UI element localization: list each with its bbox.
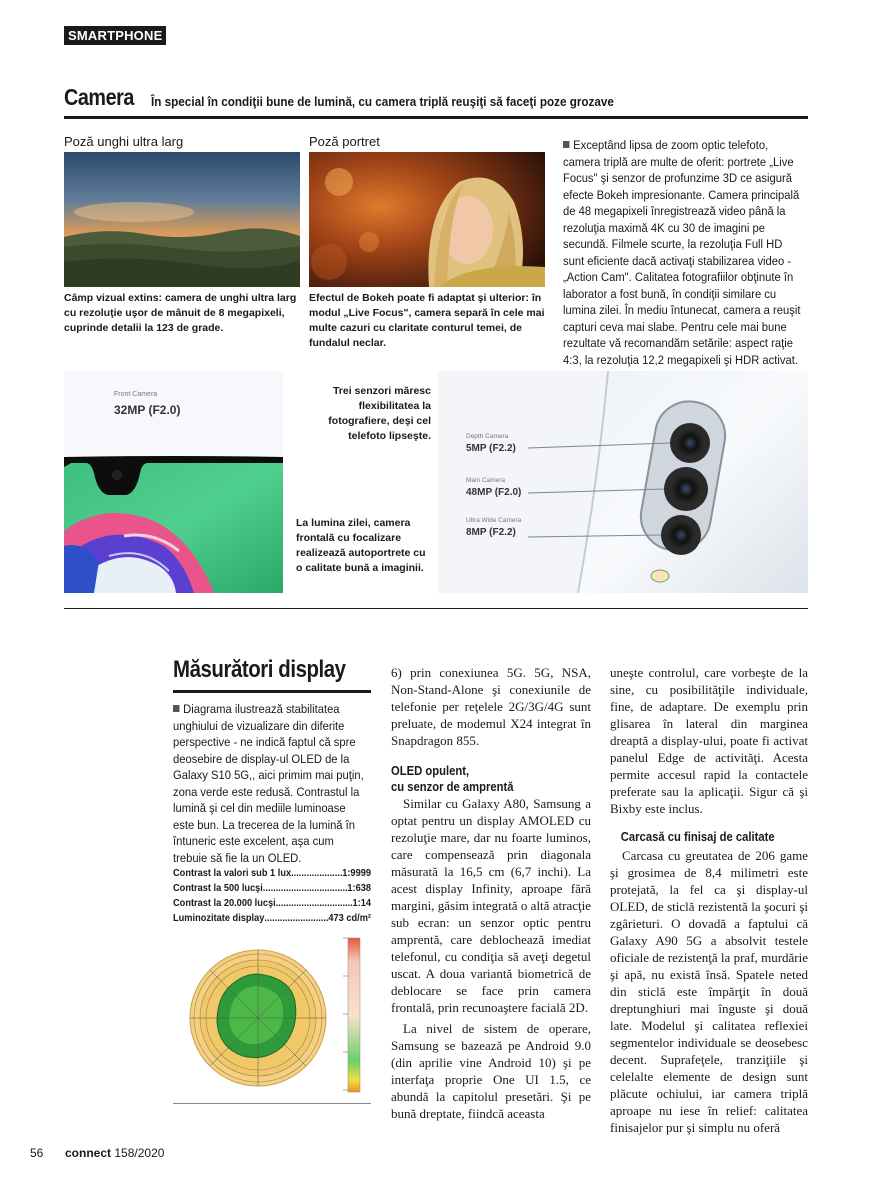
page-number: 56 (30, 1146, 44, 1160)
header-rule (64, 116, 808, 119)
wide-photo-label: Poză unghi ultra larg (64, 134, 184, 149)
main-camera-label: Main Camera (466, 477, 506, 484)
portrait-photo-label: Poză portret (309, 134, 380, 149)
spec-row: Luminozitate display ..... 473 cd/m² (173, 911, 371, 926)
display-intro-text: Diagrama ilustrează stabilitatea unghiului de vizualizare din diferite perspective - ne indică faptul că spre deosebire de display-ul OLED de la Galaxy S10 5G,, aici primim mai puţin, zona verde este redusă. Contrastul la lumină şi cel din mediile luminoase este bun. La trecerea de la lumină în întuneric este excelent, aşa cum trebuie să fie la un OLED. (173, 702, 364, 865)
front-camera-spec: 32MP (F2.0) (114, 403, 181, 417)
ultra-wide-camera-spec: 8MP (F2.2) (466, 527, 516, 538)
portrait-photo-caption: Efectul de Bokeh poate fi adaptat şi ulterior: în modul „Live Focus", camera separă în cele mai multe cazuri cu claritate conturul temei, de fundalul neclar. (309, 292, 545, 349)
rear-camera-phone-image (438, 371, 808, 593)
subheading-fingerprint: cu senzor de amprentă (391, 780, 514, 794)
article-paragraph: La nivel de sistem de operare, Samsung se bazează pe Android 9.0 (din aprilie vine Android 10) şi pe interfaţa proprie One UI 1.5, ce abundă la capitolul presetări. Şi pe bună dreptate, fiindcă aceasta (391, 1021, 591, 1121)
ultra-wide-camera-label: Ultra Wide Camera (466, 517, 522, 524)
main-camera-spec: 48MP (F2.0) (466, 487, 522, 498)
camera-body-text: Exceptând lipsa de zoom optic telefoto, camera triplă are multe de oferit: portrete „Live Focus" şi senzor de profunzime 3D ce asigură efecte Bokeh impresionante. Camera principală de 48 megapixeli înregistrează video până la rezoluţia maximă 4K cu 30 de imagini pe secundă. Filmele scurte, la rezoluţia Full HD sunt eficiente dacă activaţi stabilizarea video - „Action Cam". Calitatea fotografiilor obţinute în laborator a fost bună, în condiţii similare cu lumina zilei. În mediu întunecat, camera a reuşit capturi ceva mai slabe. Pentru cele mai bune rezultate vă recomandăm setările: aspect raţie 4:3, la rezoluţia 12,2 megapixeli şi HDR activat. (563, 138, 801, 367)
display-spec-list (173, 866, 398, 926)
camera-subtitle: În special în condiţii bune de lumină, cu camera triplă reuşiţi să faceţi poze grozave (151, 94, 614, 109)
triple-camera-caption: Trei senzori măresc flexibilitatea la fotografiere, deşi cel telefoto lipseşte. (328, 385, 431, 442)
article-column-3 (610, 664, 808, 1136)
display-measurements-title: Măsurători display (173, 656, 346, 683)
spec-row: Contrast la valori sub 1 lux ..... 1:9999 (173, 866, 371, 881)
ultra-wide-sample-photo (64, 152, 300, 287)
article-column-2 (391, 664, 591, 1122)
camera-title: Camera (64, 84, 134, 110)
article-paragraph: Similar cu Galaxy A80, Samsung a optat pentru un display AMOLED cu rezoluţie mare, dar nu foarte luminos, care compensează prin diagonala măsurată la 16,5 cm (6,7 inchi). La acest display Infinity, aproape fără margini, găsim integrată o altă atracţie sub ecran: un senzor optic pentru amprentă, care deblochează imediat telefonul, cu condiţia să aveţi degetul uscat. A doua variantă biometrică de deblocare se face prin camera frontală, prin recunoaştere facială 2D. (391, 796, 591, 1015)
spec-row: Contrast la 500 lucşi ..... 1:638 (173, 881, 371, 896)
front-camera-phone-image (64, 371, 283, 593)
depth-camera-label: Depth Camera (466, 433, 509, 440)
front-camera-label: Front Camera (114, 391, 158, 398)
magazine-footer: connect 158/2020 (65, 1146, 165, 1160)
article-paragraph: Carcasa cu greutatea de 206 game şi grosimea de 8,4 milimetri este protejată, la fel ca şi display-ul OLED, de sticlă rezistentă la şocuri şi zgârieturi. O dovadă a faptului că Galaxy A90 5G a absolvit testele oficiale de rezistenţă la praf, murdărie şi apă, nu există însă. Spatele neted din sticlă este împărţit în două dreptunghiuri mai înguste şi două late. Modelul şi calitatea reflexiei segmentelor individuale se deosebesc decent. Suprafeţele, tranziţiile şi celelalte elemente de design sunt plăcute ochiului, iar camera triplă aproape nu iese în relief: calitatea finisajelor pur şi simplu nu oferă (610, 848, 808, 1135)
subheading-housing: Carcasă cu finisaj de calitate (620, 830, 775, 844)
article-paragraph: 6) prin conexiunea 5G. 5G, NSA, Non-Stand-Alone şi conexiunile de telefonie per reţelele 2G/3G/4G sunt preluate, de modemul X24 integrat în Snapdragon 855. (391, 665, 591, 748)
wide-photo-caption: Câmp vizual extins: camera de unghi ultra larg cu rezoluţie uşor de mânuit de 8 megapixeli, cuprinde detalii la 123 de grade. (64, 292, 297, 334)
portrait-sample-photo (309, 152, 545, 287)
section-tag: SMARTPHONE (64, 26, 166, 45)
viewing-angle-diagram (173, 932, 371, 1102)
depth-camera-spec: 5MP (F2.2) (466, 443, 516, 454)
section-divider (64, 608, 808, 609)
article-paragraph: uneşte controlul, care vorbeşte de la sine, cu posibilităţile individuale, fine, de adaptare. De exemplu prin glisarea în lateral din marginea dreaptă a display-ului, poate fi activat panelul Edge de activităţi. Acesta permite accesul rapid la contactele preferate sau la aplicaţii. Sigur că şi Bixby este inclus. (610, 665, 808, 816)
display-box-bottom-rule (173, 1103, 371, 1104)
display-title-rule (173, 690, 371, 693)
front-camera-caption: La lumina zilei, camera frontală cu focalizare realizează autoportrete cu o calitate bună a imaginii. (296, 517, 426, 574)
spec-row: Contrast la 20.000 lucşi ..... 1:14 (173, 896, 371, 911)
subheading-oled: OLED opulent, (391, 764, 470, 778)
bullet-marker (173, 705, 179, 712)
bullet-marker (563, 141, 569, 148)
